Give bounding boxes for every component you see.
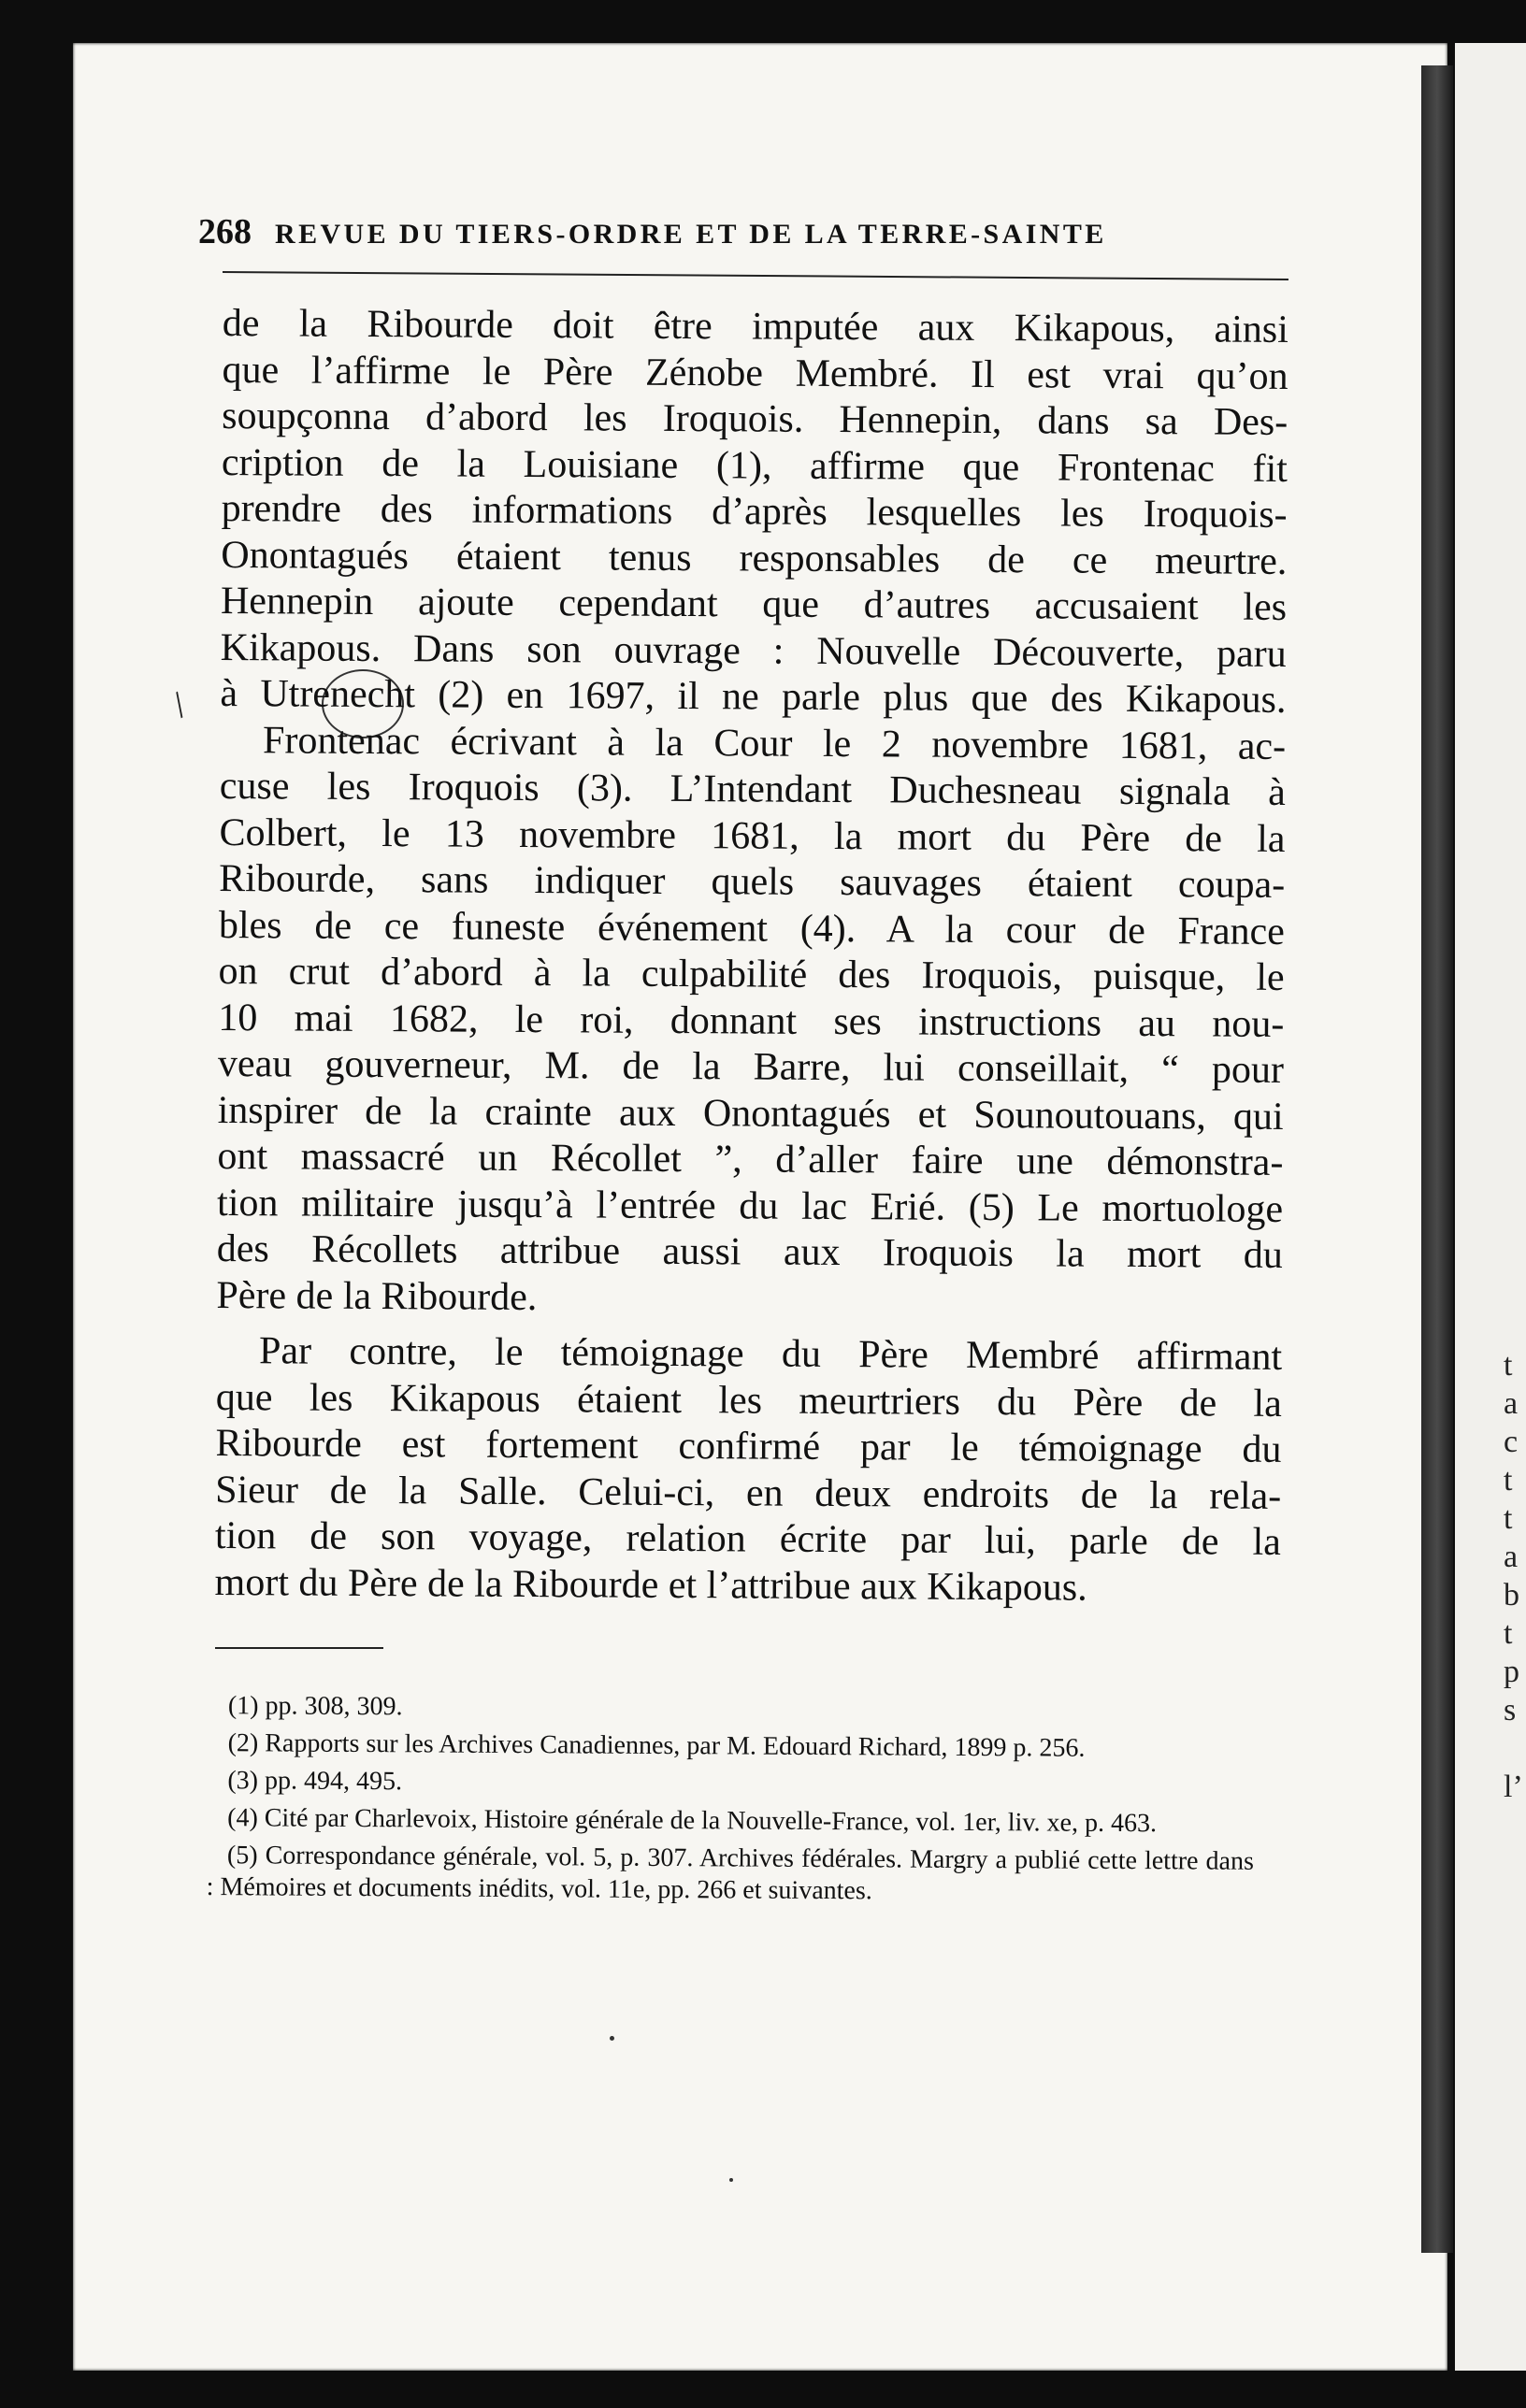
- body-line: à Utrenecht (2) en 1697, il ne parle plus que des Kikapous.: [220, 671, 1287, 722]
- body-line: Sieur de la Salle. Celui-ci, en deux endroits de la rela-: [215, 1468, 1282, 1518]
- body-line: Père de la Ribourde.: [216, 1273, 538, 1319]
- body-line: Colbert, le 13 novembre 1681, la mort du Père de la: [219, 810, 1286, 861]
- ink-speck: [610, 2036, 614, 2041]
- margin-annotation: /: [164, 683, 194, 725]
- body-line: Ribourde, sans indiquer quels sauvages étaient coupa-: [219, 856, 1286, 907]
- footnote-rule: [215, 1647, 383, 1649]
- edge-letter: t: [1504, 1348, 1513, 1383]
- footnote: (5) Correspondance générale, vol. 5, p. 307. Archives fédérales. Margry a publié cette lettre dans : Mémoires et documents inédits, vol. 11e, pp. 266 et suivantes.: [206, 1841, 1254, 1906]
- body-line: Onontagués étaient tenus responsables de ce meurtre.: [221, 533, 1288, 583]
- body-line: tion militaire jusqu’à l’entrée du lac Erié. (5) Le mortuologe: [216, 1181, 1284, 1231]
- body-line: 10 mai 1682, le roi, donnant ses instructions au nou-: [218, 996, 1285, 1046]
- body-line: des Récollets attribue aussi aux Iroquois la mort du: [216, 1226, 1283, 1277]
- footnotes: [207, 1690, 1255, 1915]
- edge-letter: a: [1504, 1386, 1519, 1421]
- running-title: REVUE DU TIERS-ORDRE ET DE LA TERRE-SAINTE: [275, 219, 1107, 250]
- edge-letter: t: [1504, 1501, 1513, 1536]
- body-line: Hennepin ajoute cependant que d’autres accusaient les: [220, 579, 1288, 629]
- edge-letter: l’: [1504, 1770, 1523, 1804]
- edge-letter: s: [1504, 1693, 1517, 1727]
- edge-letter: [1504, 1729, 1526, 1768]
- ink-speck: [729, 2178, 733, 2182]
- footnote: (2) Rapports sur les Archives Canadiennes, par M. Edouard Richard, 1899 p. 256.: [227, 1728, 1086, 1763]
- body-line: tion de son voyage, relation écrite par lui, parle de la: [214, 1513, 1282, 1564]
- book-spine: [1421, 65, 1453, 2253]
- page-header: [198, 211, 1292, 267]
- body-text: [214, 301, 1288, 1612]
- facing-page-fragments: [1504, 1346, 1526, 1806]
- facing-page-edge: [1455, 43, 1526, 2371]
- edge-letter: t: [1504, 1463, 1513, 1498]
- body-line: Frontenac écrivant à la Cour le 2 novembre 1681, ac-: [262, 718, 1287, 768]
- body-line: que les Kikapous étaient les meurtriers du Père de la: [215, 1375, 1282, 1426]
- body-line: de la Ribourde doit être imputée aux Kikapous, ainsi: [222, 301, 1288, 351]
- body-line: mort du Père de la Ribourde et l’attribue aux Kikapous.: [214, 1560, 1087, 1610]
- footnote: (4) Cité par Charlevoix, Histoire générale de la Nouvelle-France, vol. 1er, liv. xe, p. 463.: [227, 1803, 1158, 1839]
- body-line: que l’affirme le Père Zénobe Membré. Il est vrai qu’on: [222, 348, 1288, 398]
- body-line: cuse les Iroquois (3). L’Intendant Duchesneau signala à: [219, 764, 1286, 814]
- footnote: (1) pp. 308, 309.: [227, 1691, 403, 1722]
- edge-letter: p: [1504, 1655, 1519, 1689]
- body-line: Kikapous. Dans son ouvrage : Nouvelle Découverte, paru: [220, 625, 1287, 676]
- body-line: bles de ce funeste événement (4). A la cour de France: [218, 903, 1286, 953]
- body-line: Ribourde est fortement confirmé par le témoignage du: [215, 1421, 1282, 1471]
- body-line: soupçonna d’abord les Iroquois. Hennepin, dans sa Des-: [222, 394, 1288, 444]
- body-line: prendre des informations d’après lesquelles les Iroquois-: [221, 486, 1288, 537]
- body-line: Par contre, le témoignage du Père Membré affirmant: [258, 1329, 1283, 1379]
- edge-letter: b: [1504, 1578, 1519, 1612]
- edge-letter: t: [1504, 1616, 1513, 1651]
- edge-letter: c: [1504, 1425, 1519, 1459]
- page-number: 268: [198, 212, 252, 251]
- body-line: inspirer de la crainte aux Onontagués et Sounoutouans, qui: [217, 1088, 1284, 1139]
- body-line: cription de la Louisiane (1), affirme que Frontenac fit: [221, 440, 1288, 491]
- footnote: (3) pp. 494, 495.: [227, 1766, 403, 1797]
- body-line: veau gouverneur, M. de la Barre, lui conseillait, “ pour: [217, 1041, 1285, 1092]
- edge-letter: a: [1504, 1540, 1519, 1574]
- body-line: ont massacré un Récollet ”, d’aller faire une démonstra-: [217, 1134, 1284, 1184]
- body-line: on crut d’abord à la culpabilité des Iroquois, puisque, le: [218, 949, 1285, 999]
